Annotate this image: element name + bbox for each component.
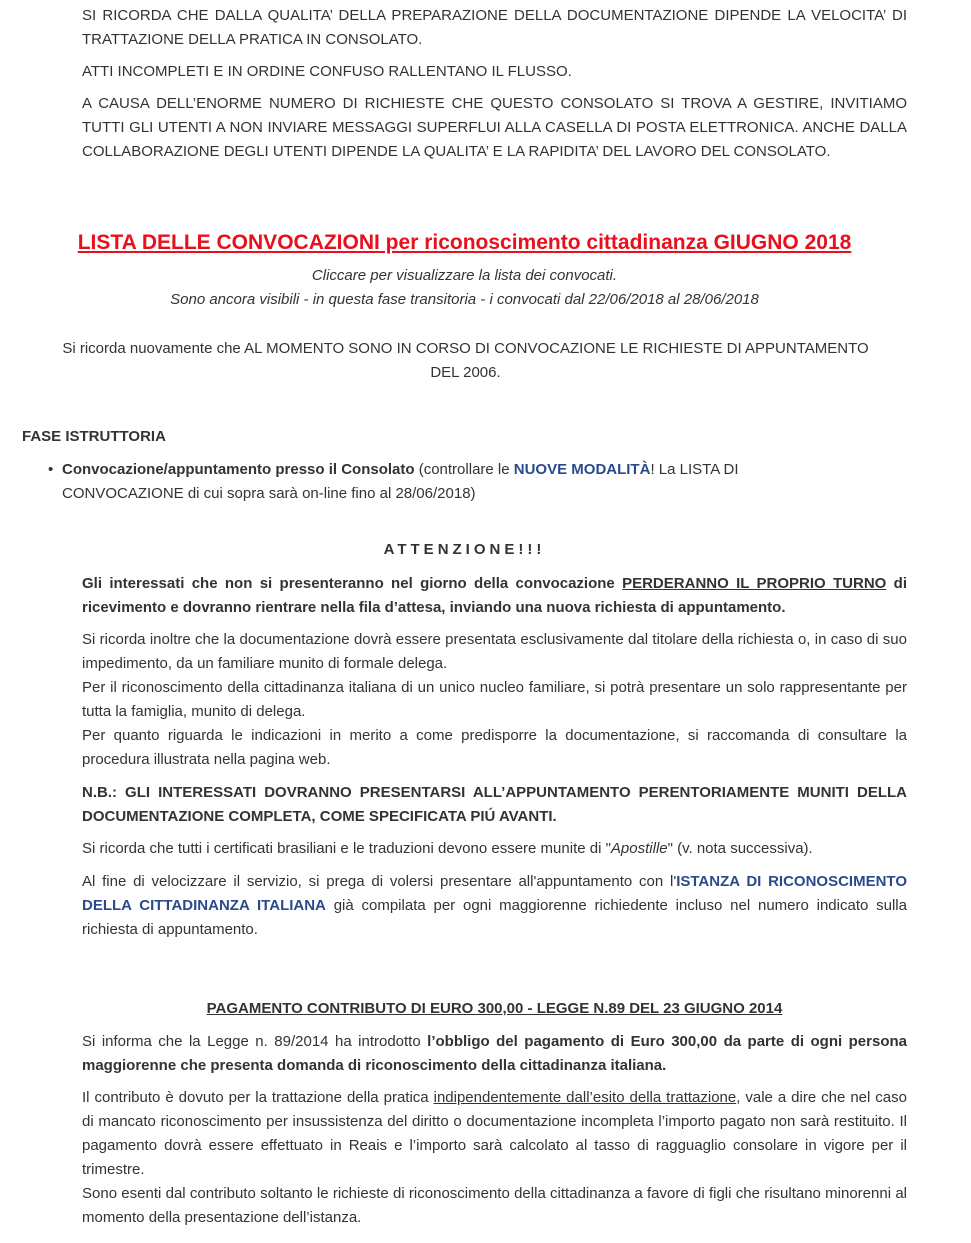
appointment-reminder-line2: DEL 2006. — [430, 364, 501, 381]
apostille-text-2: " (v. nota successiva). — [667, 840, 813, 857]
appointment-reminder — [28, 337, 903, 385]
pagamento-paragraph-details — [82, 1086, 907, 1230]
appointment-reminder-line1: Si ricorda nuovamente che AL MOMENTO SONO IN CORSO DI CONVOCAZIONE LE RICHIESTE DI APPUNTAMENTO — [62, 340, 869, 357]
convocazioni-note-line1: Cliccare per visualizzare la lista dei convocati. — [311, 267, 618, 284]
convocazione-label: Convocazione/appuntamento presso il Consolato — [62, 461, 415, 478]
fase-istruttoria-list — [48, 458, 822, 506]
convocazione-text-2: ! La LISTA DI CONVOCAZIONE di cui sopra sarà on-line fino al 28/06/2018) — [62, 461, 739, 502]
warning-text-1: Gli interessati che non si presenteranno nel giorno della convocazione — [82, 575, 623, 592]
pagamento-detail-text-1: Il contributo è dovuto per la trattazione della pratica — [82, 1089, 434, 1106]
warning-underlined: PERDERANNO IL PROPRIO TURNO — [622, 575, 887, 592]
fase-istruttoria-heading: FASE ISTRUTTORIA — [22, 428, 166, 445]
istanza-text-1: Al fine di velocizzare il servizio, si prega di volersi presentare all'appuntamento con l' — [82, 873, 677, 890]
istanza-paragraph — [82, 870, 907, 942]
pagamento-bold-text: l’obbligo del pagamento di Euro 300,00 da parte di ogni persona maggiorenne che presenta domanda di riconoscimento della cittadinanza italiana. — [82, 1033, 907, 1074]
pagamento-detail-1 — [82, 1086, 907, 1182]
list-item — [48, 458, 822, 506]
attenzione-heading: ATTENZIONE!!! — [383, 541, 546, 558]
intro-paragraph-incomplete: ATTI INCOMPLETI E IN ORDINE CONFUSO RALLENTANO IL FLUSSO. — [82, 63, 572, 80]
intro-paragraph-quality: SI RICORDA CHE DALLA QUALITA’ DELLA PREPARAZIONE DELLA DOCUMENTAZIONE DIPENDE LA VELOCITA’ DI TRATTAZIONE DELLA PRATICA IN CONSOLATO. — [82, 7, 907, 48]
apostille-italic: Apostille — [610, 840, 668, 857]
bullet-icon: • — [48, 461, 54, 478]
istanza-text-2: già compilata per ogni maggiorenne richiedente incluso nel numero indicato sulla richiesta di appuntamento. — [82, 897, 907, 938]
convocazioni-note-line2: Sono ancora visibili - in questa fase transitoria - i convocati dal 22/06/2018 al 28/06/2018 — [170, 291, 759, 308]
pagamento-detail-text-2: , vale a dire che nel caso di mancato riconoscimento per insussistenza del diritto o documentazione incompleta l’importo pagato non sarà restituito. Il pagamento dovrà essere effettuato in Reais e l’importo sarà calcolato al tasso di ragguaglio consolare in vigore per il trimestre. — [82, 1089, 907, 1178]
documentation-delegate-text: Si ricorda inoltre che la documentazione dovrà essere presentata esclusivamente dal titolare della richiesta o, in caso di suo impedimento, da un familiare munito di formale delega. — [82, 631, 907, 672]
family-representative-text: Per il riconoscimento della cittadinanza italiana di un unico nucleo familiare, si potrà presentare un solo rappresentante per tutta la famiglia, munito di delega. — [82, 679, 907, 720]
nuove-modalita-link[interactable]: NUOVE MODALITÀ — [513, 461, 651, 478]
pagamento-heading: PAGAMENTO CONTRIBUTO DI EURO 300,00 - LEGGE N.89 DEL 23 GIUGNO 2014 — [206, 1000, 783, 1017]
attenzione-warning-paragraph — [82, 572, 907, 620]
warning-text-2: di ricevimento e dovranno rientrare nella fila d’attesa, inviando una nuova richiesta di appuntamento. — [82, 575, 907, 616]
apostille-paragraph — [82, 837, 907, 861]
pagamento-underlined: indipendentemente dall’esito della trattazione — [433, 1089, 737, 1106]
nb-paragraph: N.B.: GLI INTERESSATI DOVRANNO PRESENTARSI ALL’APPUNTAMENTO PERENTORIAMENTE MUNITI DELLA DOCUMENTAZIONE COMPLETA, COME SPECIFICATA PIÚ AVANTI. — [82, 784, 907, 825]
apostille-text-1: Si ricorda che tutti i certificati brasiliani e le traduzioni devono essere munite di " — [82, 840, 611, 857]
pagamento-paragraph-obligation — [82, 1030, 907, 1078]
convocazioni-list-link[interactable]: LISTA DELLE CONVOCAZIONI per riconoscimento cittadinanza GIUGNO 2018 — [77, 231, 852, 254]
istanza-link[interactable]: ISTANZA DI RICONOSCIMENTO DELLA CITTADINANZA ITALIANA — [82, 873, 907, 914]
convocazioni-note — [0, 264, 929, 312]
procedure-text: Per quanto riguarda le indicazioni in merito a come predisporre la documentazione, si raccomanda di consultare la procedura illustrata nella pagina web. — [82, 727, 907, 768]
convocazione-text-1: (controllare le — [414, 461, 514, 478]
intro-paragraph-email: A CAUSA DELL’ENORME NUMERO DI RICHIESTE CHE QUESTO CONSOLATO SI TROVA A GESTIRE, INVITIAMO TUTTI GLI UTENTI A NON INVIARE MESSAGGI SUPERFLUI ALLA CASELLA DI POSTA ELETTRONICA. ANCHE DALLA COLLABORAZIONE DEGLI UTENTI DIPENDE LA QUALITA’ E LA RAPIDITA’ DEL LAVORO DEL CONSOLATO. — [82, 95, 907, 160]
pagamento-text-1: Si informa che la Legge n. 89/2014 ha introdotto — [82, 1033, 428, 1050]
documentation-paragraph — [82, 628, 907, 772]
pagamento-exemption-text: Sono esenti dal contributo soltanto le richieste di riconoscimento della cittadinanza a favore di figli che risultano minorenni al momento della presentazione dell’istanza. — [82, 1185, 907, 1226]
